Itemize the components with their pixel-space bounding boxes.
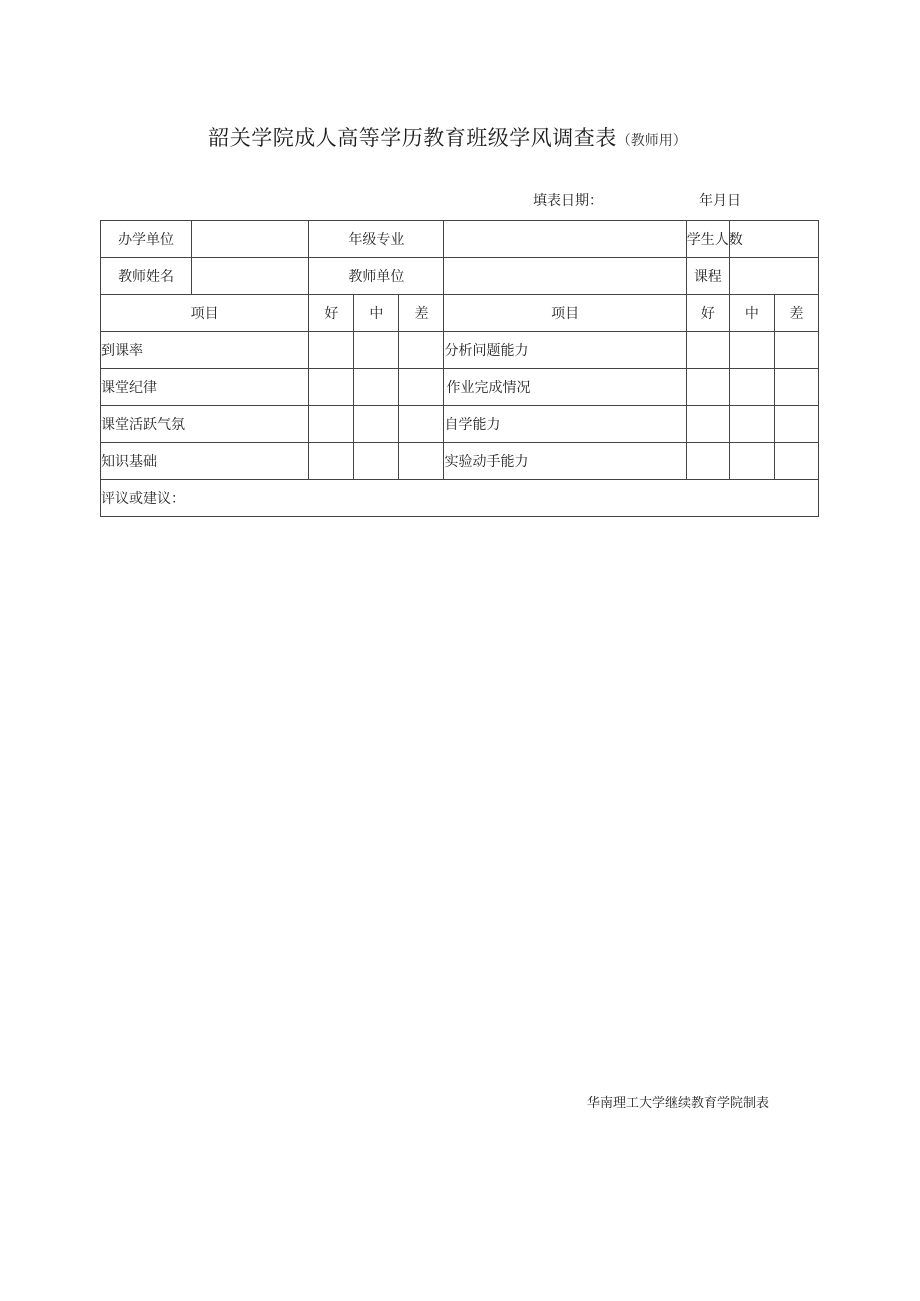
rating-item-right: 分析问题能力: [444, 332, 686, 369]
rating-cell-poor[interactable]: [399, 332, 444, 369]
rating-row: [101, 443, 819, 480]
rating-item-left: 知识基础: [101, 443, 309, 480]
rating-cell-poor[interactable]: [399, 406, 444, 443]
rating-cell-good[interactable]: [686, 369, 729, 406]
fill-date-ymd: 年月日: [699, 193, 741, 209]
rating-item-right: 作业完成情况: [444, 369, 686, 406]
grade-major-label: 年级专业: [309, 221, 444, 258]
rating-cell-medium[interactable]: [729, 369, 774, 406]
footer-note: 华南理工大学继续教育学院制表: [587, 1096, 770, 1111]
poor-header-right: 差: [774, 295, 818, 332]
comment-row: [101, 480, 819, 517]
fill-date: [533, 190, 741, 210]
rating-cell-medium[interactable]: [354, 443, 399, 480]
course-value-cell[interactable]: [729, 258, 818, 295]
rating-cell-poor[interactable]: [399, 369, 444, 406]
rating-cell-poor[interactable]: [774, 332, 818, 369]
grade-major-value-cell[interactable]: [444, 221, 686, 258]
rating-cell-good[interactable]: [686, 406, 729, 443]
course-label: 课程: [686, 258, 729, 295]
teacher-unit-value-cell[interactable]: [444, 258, 686, 295]
teacher-name-label: 教师姓名: [101, 258, 192, 295]
rating-cell-medium[interactable]: [354, 369, 399, 406]
rating-cell-poor[interactable]: [774, 369, 818, 406]
rating-cell-good[interactable]: [309, 406, 354, 443]
item-header-left: 项目: [101, 295, 309, 332]
student-count-label: 学生人数: [686, 221, 729, 258]
title-main: 韶关学院成人高等学历教育班级学风调查表: [208, 126, 617, 150]
rating-cell-medium[interactable]: [354, 406, 399, 443]
medium-header-left: 中: [354, 295, 399, 332]
comment-area[interactable]: [101, 480, 819, 517]
good-header-right: 好: [686, 295, 729, 332]
title-sub: （教师用）: [616, 133, 687, 149]
rating-header-row: [101, 295, 819, 332]
fill-date-label: 填表日期：: [533, 193, 603, 209]
rating-item-right: 实验动手能力: [444, 443, 686, 480]
rating-cell-good[interactable]: [309, 369, 354, 406]
good-header-left: 好: [309, 295, 354, 332]
school-label: 办学单位: [101, 221, 192, 258]
rating-item-right: 自学能力: [444, 406, 686, 443]
rating-cell-medium[interactable]: [354, 332, 399, 369]
medium-header-right: 中: [729, 295, 774, 332]
rating-cell-good[interactable]: [686, 443, 729, 480]
rating-cell-good[interactable]: [309, 332, 354, 369]
rating-cell-poor[interactable]: [399, 443, 444, 480]
page-title: [0, 122, 895, 152]
rating-item-left: 到课率: [101, 332, 309, 369]
info-row-2: [101, 258, 819, 295]
teacher-name-value-cell[interactable]: [192, 258, 309, 295]
rating-item-left: 课堂活跃气氛: [101, 406, 309, 443]
poor-header-left: 差: [399, 295, 444, 332]
school-value-cell[interactable]: [192, 221, 309, 258]
survey-table: [100, 220, 819, 517]
rating-row: [101, 369, 819, 406]
rating-row: [101, 332, 819, 369]
rating-cell-poor[interactable]: [774, 406, 818, 443]
rating-row: [101, 406, 819, 443]
info-row-1: [101, 221, 819, 258]
rating-cell-poor[interactable]: [774, 443, 818, 480]
teacher-unit-label: 教师单位: [309, 258, 444, 295]
comment-label: 评议或建议：: [101, 491, 185, 507]
rating-cell-good[interactable]: [686, 332, 729, 369]
rating-item-left: 课堂纪律: [101, 369, 309, 406]
rating-cell-medium[interactable]: [729, 406, 774, 443]
rating-cell-medium[interactable]: [729, 443, 774, 480]
rating-cell-medium[interactable]: [729, 332, 774, 369]
item-header-right: 项目: [444, 295, 686, 332]
rating-cell-good[interactable]: [309, 443, 354, 480]
